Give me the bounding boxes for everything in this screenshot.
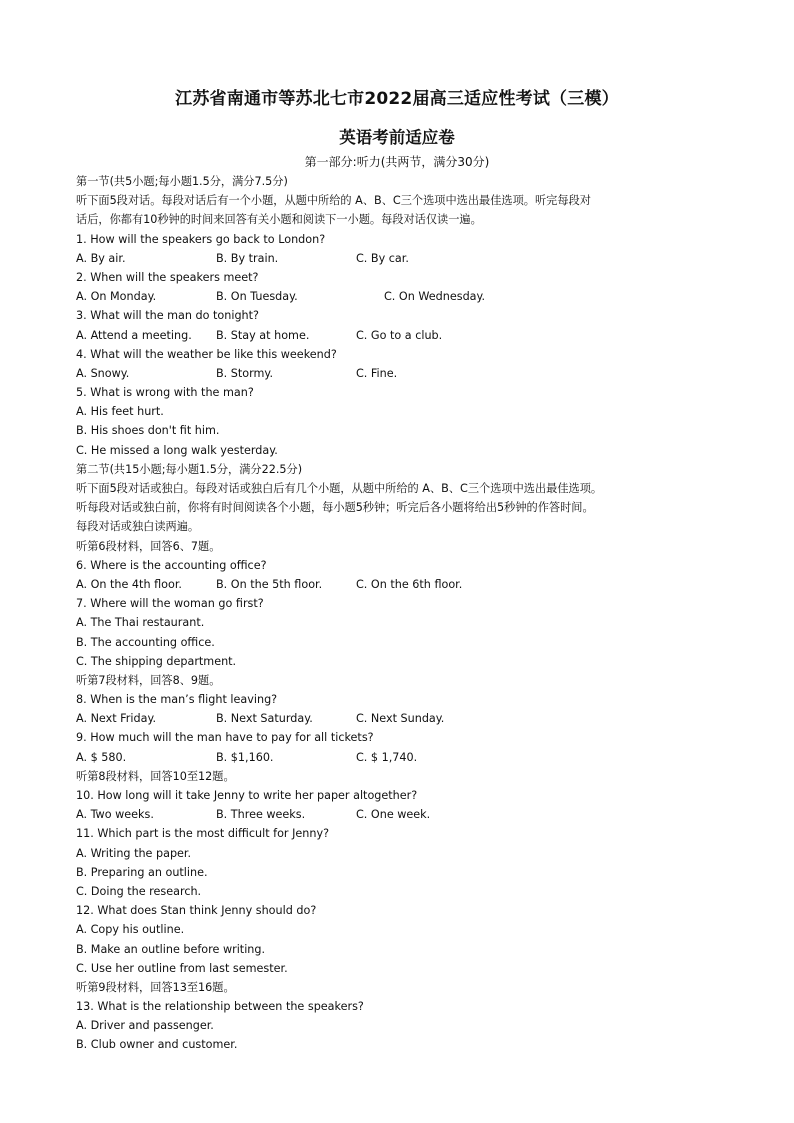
question-4: 4. What will the weather be like this weekend?	[76, 347, 337, 361]
option-b: B. On the 5th floor.	[216, 577, 323, 591]
option-c: C. One week.	[356, 808, 431, 822]
options-row-8	[76, 709, 736, 728]
section1-instruction-line: 话后，你都有10秒钟的时间来回答有关小题和阅读下一小题。每段对话仅读一遍。	[76, 213, 482, 227]
section2-instruction-line: 每段对话或独白读两遍。	[76, 520, 200, 534]
option-b: B. Club owner and customer.	[76, 1038, 238, 1052]
section2-instruction-line: 听下面5段对话或独白。每段对话或独白后有几个小题，从题中所给的 A、B、C三个选项中选出最佳选项。	[76, 482, 603, 495]
option-a: A. On Monday.	[76, 290, 157, 304]
option-b: B. Three weeks.	[216, 808, 306, 822]
options-row-3	[76, 326, 736, 345]
exam-title: 江苏省南通市等苏北七市2022届高三适应性考试（三模）	[175, 89, 619, 109]
option-b: B. The accounting office.	[76, 635, 215, 649]
option-c: C. By car.	[356, 251, 409, 265]
option-b: B. On Tuesday.	[216, 290, 298, 304]
option-a: A. Snowy.	[76, 366, 130, 380]
question-11: 11. Which part is the most difficult for Jenny?	[76, 827, 330, 841]
option-c: C. Doing the research.	[76, 884, 202, 898]
options-row-2	[76, 287, 736, 306]
options-row-4	[76, 364, 736, 383]
option-b: B. His shoes don't fit him.	[76, 424, 220, 438]
section2-heading: 第二节(共15小题;每小题1.5分，满分22.5分)	[76, 462, 303, 476]
option-b: B. Make an outline before writing.	[76, 942, 266, 956]
material-8-heading: 听第8段材料，回答10至12题。	[76, 769, 235, 783]
option-b: B. Next Saturday.	[216, 712, 313, 726]
part-heading: 第一部分:听力(共两节，满分30分)	[304, 155, 490, 169]
question-8: 8. When is the man’s flight leaving?	[76, 693, 278, 707]
material-6-heading: 听第6段材料，回答6、7题。	[76, 539, 221, 553]
option-c: C. Use her outline from last semester.	[76, 961, 288, 975]
question-13: 13. What is the relationship between the speakers?	[76, 1000, 364, 1014]
section2-instruction-line: 听每段对话或独白前，你将有时间阅读各个小题，每小题5秒钟；听完后各小题将给出5秒钟的作答时间。	[76, 501, 594, 515]
option-a: A. Writing the paper.	[76, 846, 192, 860]
option-a: A. $ 580.	[76, 750, 127, 764]
option-a: A. On the 4th floor.	[76, 577, 182, 591]
option-b: B. $1,160.	[216, 750, 274, 764]
option-a: A. Copy his outline.	[76, 923, 185, 937]
option-a: A. The Thai restaurant.	[76, 616, 205, 630]
question-5: 5. What is wrong with the man?	[76, 386, 254, 400]
option-a: A. Two weeks.	[76, 808, 154, 822]
question-6: 6. Where is the accounting office?	[76, 558, 267, 572]
section1-heading: 第一节(共5小题;每小题1.5分，满分7.5分)	[76, 175, 288, 188]
option-c: C. The shipping department.	[76, 654, 237, 668]
section1-instruction-line: 听下面5段对话。每段对话后有一个小题，从题中所给的 A、B、C三个选项中选出最佳选项。听完每段对	[76, 194, 591, 208]
options-row-1	[76, 249, 736, 268]
options-row-9	[76, 748, 736, 767]
option-a: A. His feet hurt.	[76, 405, 164, 419]
question-10: 10. How long will it take Jenny to write her paper altogether?	[76, 789, 418, 802]
material-9-heading: 听第9段材料，回答13至16题。	[76, 980, 235, 994]
option-b: B. Stay at home.	[216, 328, 310, 342]
option-a: A. Next Friday.	[76, 712, 157, 726]
question-2: 2. When will the speakers meet?	[76, 270, 259, 284]
question-9: 9. How much will the man have to pay for all tickets?	[76, 731, 374, 745]
option-a: A. Attend a meeting.	[76, 328, 192, 342]
options-row-10	[76, 805, 736, 824]
option-c: C. $ 1,740.	[356, 750, 418, 764]
option-c: C. On the 6th floor.	[356, 577, 463, 591]
exam-content	[76, 172, 736, 1055]
option-b: B. By train.	[216, 251, 279, 265]
option-c: C. Fine.	[356, 366, 398, 380]
option-c: C. Go to a club.	[356, 328, 443, 342]
exam-subtitle: 英语考前适应卷	[339, 128, 455, 147]
question-3: 3. What will the man do tonight?	[76, 309, 259, 323]
option-a: A. Driver and passenger.	[76, 1019, 214, 1033]
question-7: 7. Where will the woman go first?	[76, 597, 264, 611]
option-c: C. On Wednesday.	[384, 290, 486, 304]
material-7-heading: 听第7段材料，回答8、9题。	[76, 673, 221, 687]
question-12: 12. What does Stan think Jenny should do?	[76, 904, 317, 918]
option-c: C. Next Sunday.	[356, 712, 445, 726]
options-row-6	[76, 575, 736, 594]
option-b: B. Stormy.	[216, 366, 274, 380]
option-c: C. He missed a long walk yesterday.	[76, 443, 278, 457]
question-1: 1. How will the speakers go back to London?	[76, 232, 326, 246]
option-b: B. Preparing an outline.	[76, 865, 208, 879]
option-a: A. By air.	[76, 251, 126, 265]
